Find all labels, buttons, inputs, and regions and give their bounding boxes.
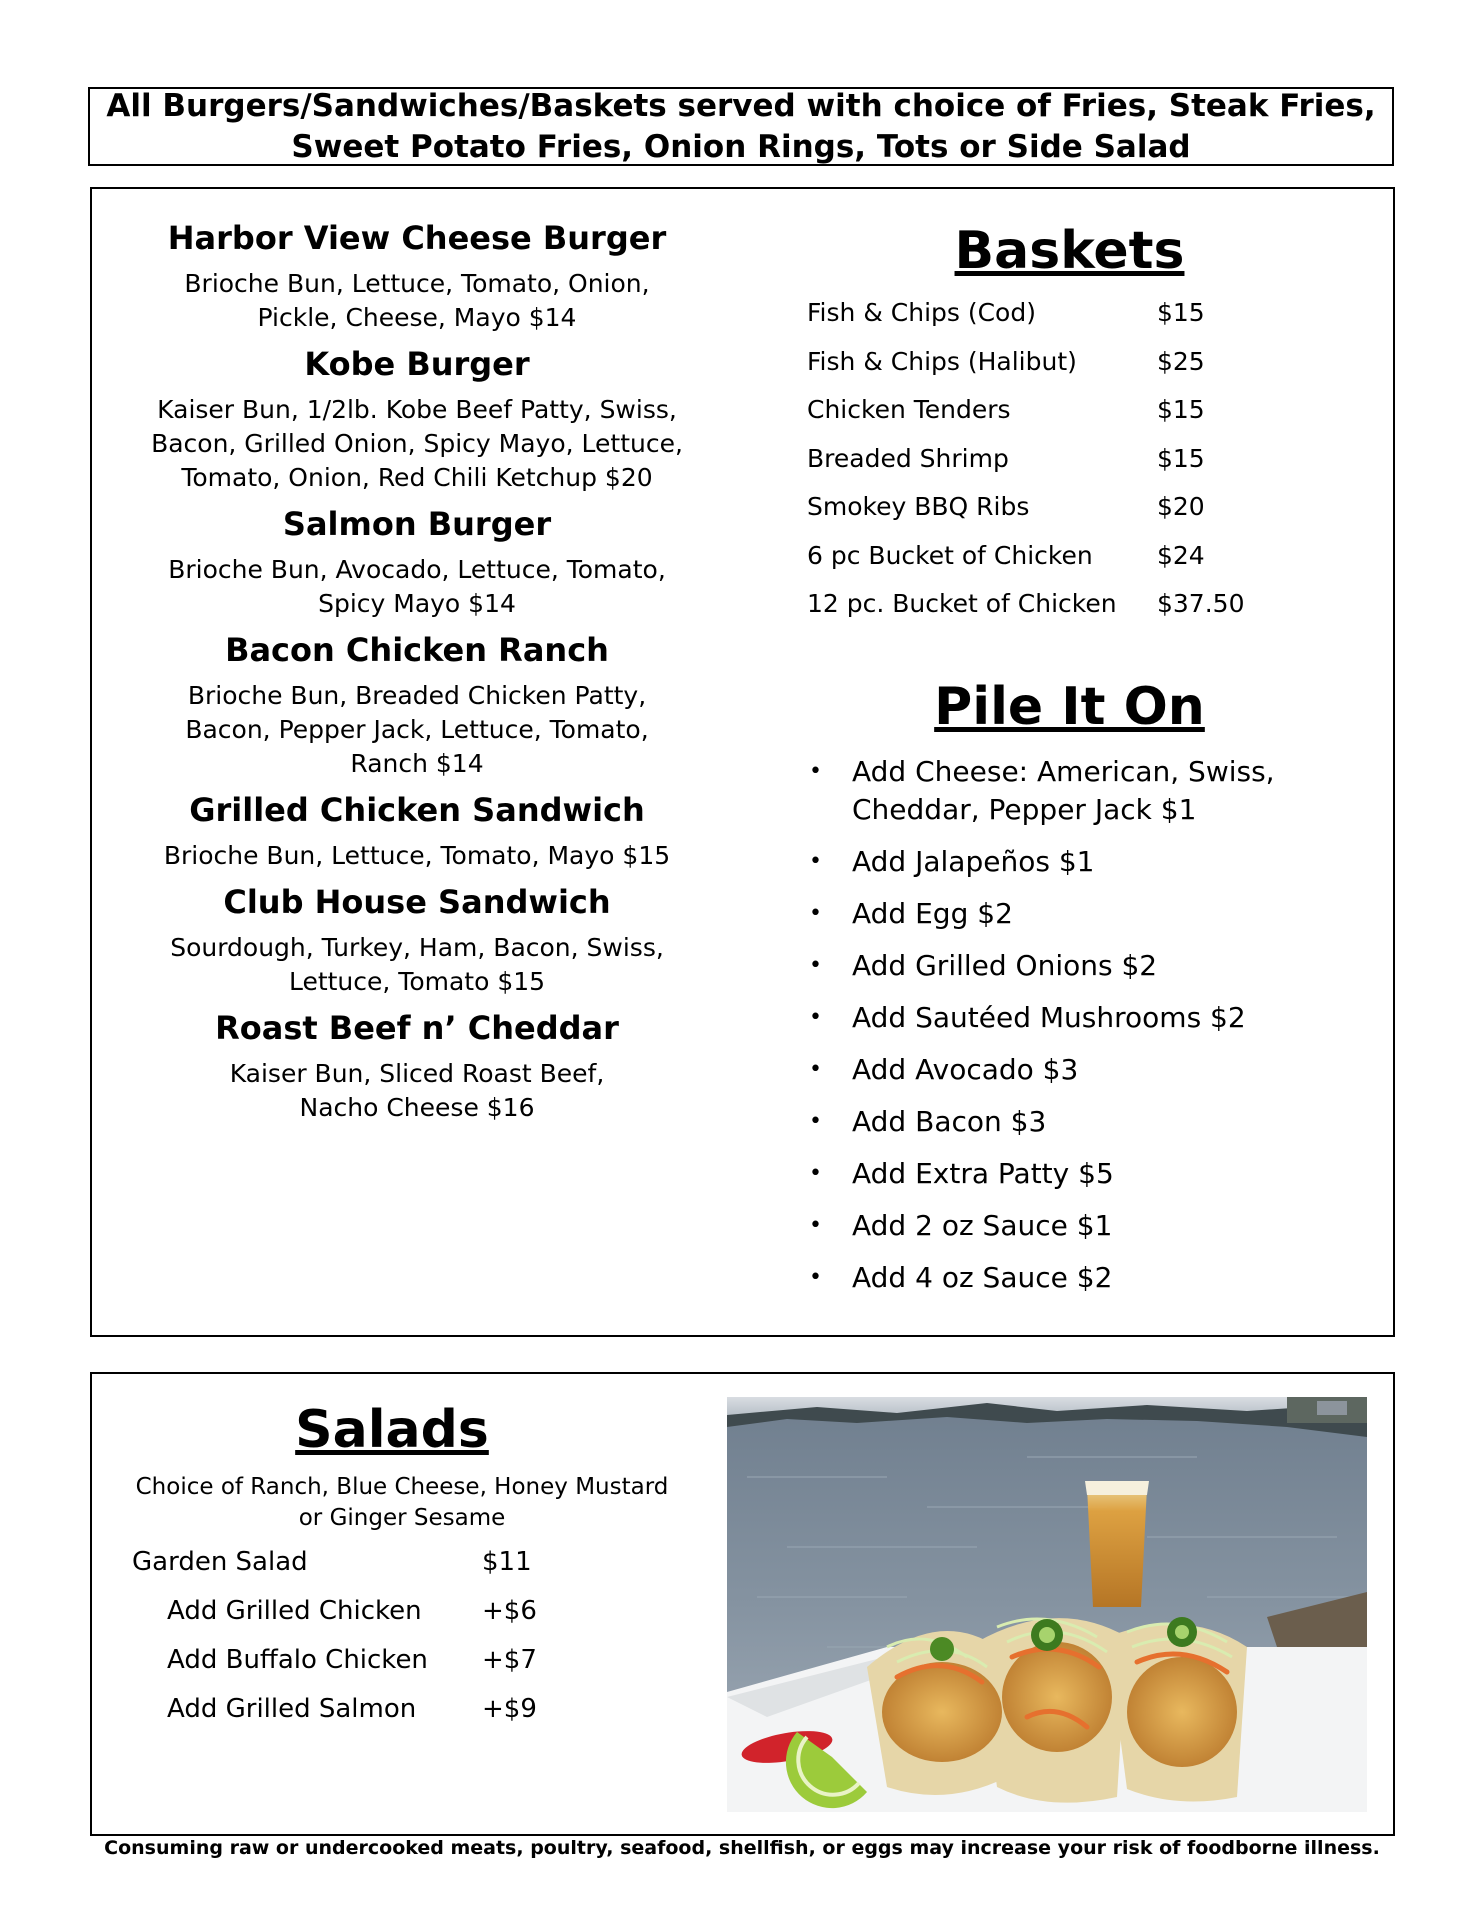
add-on-text: Add 2 oz Sauce $1 bbox=[852, 1208, 1113, 1242]
menu-item bbox=[132, 1009, 702, 1125]
add-on-text: Add Avocado $3 bbox=[852, 1052, 1079, 1086]
bullet-icon: • bbox=[809, 952, 822, 978]
salads-list bbox=[132, 1538, 692, 1734]
add-on-text: Add Sautéed Mushrooms $2 bbox=[852, 1000, 1246, 1034]
add-on-text: Add 4 oz Sauce $2 bbox=[852, 1260, 1113, 1294]
desc-line: Bacon, Pepper Jack, Lettuce, Tomato, bbox=[185, 715, 649, 744]
basket-row bbox=[807, 289, 1367, 338]
desc-line: Tomato, Onion, Red Chili Ketchup $20 bbox=[181, 463, 653, 492]
list-item bbox=[807, 1259, 1367, 1297]
item-name: Bacon Chicken Ranch bbox=[225, 631, 609, 669]
menu-item bbox=[132, 345, 702, 495]
list-item bbox=[807, 1051, 1367, 1089]
desc-line: Pickle, Cheese, Mayo $14 bbox=[257, 303, 577, 332]
list-item bbox=[807, 895, 1367, 933]
item-name: Kobe Burger bbox=[304, 345, 530, 383]
item-description bbox=[132, 1057, 702, 1125]
desc-line: Sourdough, Turkey, Ham, Bacon, Swiss, bbox=[170, 933, 664, 962]
salad-name: Add Buffalo Chicken bbox=[167, 1645, 428, 1675]
burgers-column bbox=[132, 219, 702, 1135]
salad-row bbox=[132, 1587, 692, 1636]
basket-row bbox=[807, 386, 1367, 435]
desc-line: Brioche Bun, Lettuce, Tomato, Onion, bbox=[184, 269, 650, 298]
add-on-text: Add Bacon $3 bbox=[852, 1104, 1047, 1138]
dressing-line: Choice of Ranch, Blue Cheese, Honey Mustard bbox=[135, 1474, 669, 1500]
salads-panel bbox=[90, 1372, 1395, 1836]
basket-price: $15 bbox=[1157, 395, 1205, 424]
right-column bbox=[807, 219, 1367, 1311]
dressing-line: or Ginger Sesame bbox=[298, 1505, 506, 1531]
pile-it-on-title: Pile It On bbox=[934, 676, 1205, 737]
desc-line: Brioche Bun, Avocado, Lettuce, Tomato, bbox=[168, 555, 666, 584]
list-item bbox=[807, 1207, 1367, 1245]
basket-price: $37.50 bbox=[1157, 589, 1245, 618]
list-item bbox=[807, 753, 1367, 829]
bullet-icon: • bbox=[809, 1264, 822, 1290]
menu-item bbox=[132, 883, 702, 999]
salad-price: +$7 bbox=[482, 1645, 537, 1675]
salad-price: $11 bbox=[482, 1547, 532, 1577]
salad-row bbox=[132, 1685, 692, 1734]
bullet-icon: • bbox=[809, 1056, 822, 1082]
food-safety-disclaimer: Consuming raw or undercooked meats, poultry, seafood, shellfish, or eggs may increase your risk of foodborne illness. bbox=[104, 1837, 1380, 1859]
item-description bbox=[132, 393, 702, 495]
menu-item bbox=[132, 219, 702, 335]
add-on-text: Add Jalapeños $1 bbox=[852, 844, 1095, 878]
baskets-list bbox=[807, 289, 1367, 629]
salad-name: Add Grilled Chicken bbox=[167, 1596, 422, 1626]
basket-name: Fish & Chips (Cod) bbox=[807, 298, 1036, 327]
basket-row bbox=[807, 532, 1367, 581]
basket-name: 6 pc Bucket of Chicken bbox=[807, 540, 1093, 570]
photo-illustration bbox=[727, 1397, 1367, 1812]
list-item bbox=[807, 843, 1367, 881]
bullet-icon: • bbox=[809, 1160, 822, 1186]
list-item bbox=[807, 999, 1367, 1037]
desc-line: Bacon, Grilled Onion, Spicy Mayo, Lettuce, bbox=[151, 429, 683, 458]
item-name: Club House Sandwich bbox=[223, 883, 611, 921]
basket-name: Chicken Tenders bbox=[807, 395, 1011, 424]
basket-row bbox=[807, 580, 1367, 629]
bullet-icon: • bbox=[809, 848, 822, 874]
bullet-icon: • bbox=[809, 1212, 822, 1238]
banner-line-1: All Burgers/Sandwiches/Baskets served with choice of Fries, Steak Fries, bbox=[106, 87, 1376, 124]
basket-price: $15 bbox=[1157, 298, 1205, 327]
salads-title: Salads bbox=[295, 1400, 489, 1460]
item-name: Roast Beef n’ Cheddar bbox=[215, 1009, 619, 1047]
desc-line: Nacho Cheese $16 bbox=[299, 1093, 535, 1122]
main-menu-panel bbox=[90, 187, 1395, 1337]
banner-line-2: Sweet Potato Fries, Onion Rings, Tots or Side Salad bbox=[291, 128, 1191, 165]
item-name: Harbor View Cheese Burger bbox=[167, 219, 667, 257]
menu-item bbox=[132, 505, 702, 621]
basket-price: $24 bbox=[1157, 540, 1205, 570]
add-on-text: Add Egg $2 bbox=[852, 896, 1013, 930]
desc-line: Kaiser Bun, 1/2lb. Kobe Beef Patty, Swiss, bbox=[157, 395, 677, 424]
desc-line: Ranch $14 bbox=[350, 749, 484, 778]
basket-row bbox=[807, 435, 1367, 484]
menu-item bbox=[132, 791, 702, 873]
list-item bbox=[807, 1103, 1367, 1141]
desc-line: Spicy Mayo $14 bbox=[318, 589, 516, 618]
bullet-icon: • bbox=[809, 758, 822, 784]
basket-price: $15 bbox=[1157, 443, 1205, 473]
basket-row bbox=[807, 483, 1367, 532]
salad-price: +$9 bbox=[482, 1694, 537, 1724]
desc-line: Brioche Bun, Breaded Chicken Patty, bbox=[187, 681, 647, 710]
basket-name: Fish & Chips (Halibut) bbox=[807, 346, 1077, 376]
bullet-icon: • bbox=[809, 900, 822, 926]
salad-row bbox=[132, 1538, 692, 1587]
baskets-title: Baskets bbox=[954, 221, 1185, 281]
add-on-text: Cheddar, Pepper Jack $1 bbox=[852, 792, 1197, 826]
basket-name: 12 pc. Bucket of Chicken bbox=[807, 589, 1117, 618]
salad-price: +$6 bbox=[482, 1596, 537, 1626]
list-item bbox=[807, 947, 1367, 985]
basket-name: Breaded Shrimp bbox=[807, 443, 1009, 473]
basket-row bbox=[807, 338, 1367, 387]
item-description bbox=[132, 931, 702, 999]
add-on-text: Add Cheese: American, Swiss, bbox=[852, 754, 1275, 788]
salads-column bbox=[132, 1398, 692, 1734]
bullet-icon: • bbox=[809, 1004, 822, 1030]
menu-item bbox=[132, 631, 702, 781]
dressing-options bbox=[132, 1472, 672, 1534]
item-description bbox=[132, 839, 702, 873]
add-ons-list bbox=[807, 753, 1367, 1297]
basket-name: Smokey BBQ Ribs bbox=[807, 492, 1030, 521]
item-description bbox=[132, 553, 702, 621]
desc-line: Kaiser Bun, Sliced Roast Beef, bbox=[229, 1059, 605, 1088]
sides-banner bbox=[88, 87, 1394, 166]
add-on-text: Add Extra Patty $5 bbox=[852, 1156, 1114, 1190]
item-description bbox=[132, 267, 702, 335]
salad-name: Garden Salad bbox=[132, 1547, 308, 1577]
bullet-icon: • bbox=[809, 1108, 822, 1134]
basket-price: $25 bbox=[1157, 346, 1205, 376]
basket-price: $20 bbox=[1157, 492, 1205, 521]
fish-tacos-photo bbox=[727, 1397, 1367, 1812]
item-description bbox=[132, 679, 702, 781]
desc-line: Brioche Bun, Lettuce, Tomato, Mayo $15 bbox=[163, 841, 671, 870]
salad-name: Add Grilled Salmon bbox=[167, 1694, 417, 1724]
list-item bbox=[807, 1155, 1367, 1193]
desc-line: Lettuce, Tomato $15 bbox=[288, 967, 546, 996]
add-on-text: Add Grilled Onions $2 bbox=[852, 948, 1158, 982]
item-name: Grilled Chicken Sandwich bbox=[189, 791, 645, 829]
item-name: Salmon Burger bbox=[282, 505, 552, 543]
salad-row bbox=[132, 1636, 692, 1685]
